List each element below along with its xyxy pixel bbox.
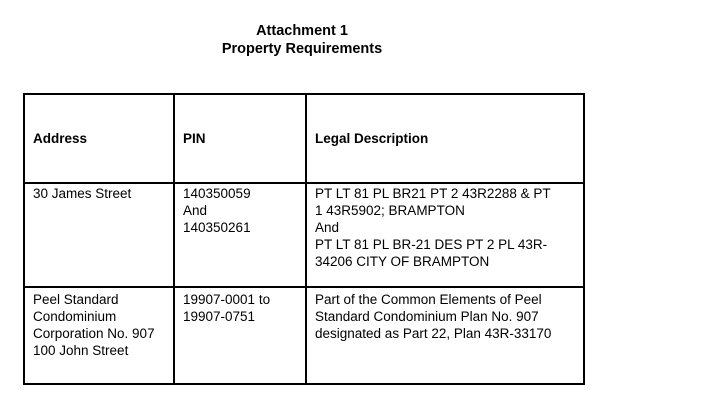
cell-address [24,287,174,384]
table-row [24,183,584,287]
cell-legal-description [306,183,584,287]
address-line: Peel Standard [33,292,119,307]
pin-line: 19907-0751 [183,309,256,324]
table-header-row [24,94,584,183]
cell-address [24,183,174,287]
header-address: Address [24,94,174,183]
pin-line: 140350261 [183,220,251,235]
address-line: Corporation No. 907 [33,326,155,341]
attachment-subheading: Property Requirements [221,41,383,57]
header-legal-description: Legal Description [306,94,584,183]
pin-line: And [183,203,208,218]
address-line: 30 James Street [33,186,132,201]
legal-line: 1 43R5902; BRAMPTON [315,203,465,218]
legal-line: designated as Part 22, Plan 43R-33170 [315,326,552,341]
address-line: 100 John Street [33,343,129,358]
address-line: Condominium [33,309,117,324]
legal-line: Standard Condominium Plan No. 907 [315,309,539,324]
legal-line: 34206 CITY OF BRAMPTON [315,254,490,269]
document-title [0,22,604,58]
legal-line: And [315,220,340,235]
pin-line: 140350059 [183,186,251,201]
legal-line: PT LT 81 PL BR-21 DES PT 2 PL 43R- [315,237,548,252]
pin-line: 19907-0001 to [183,292,271,307]
header-pin: PIN [174,94,306,183]
legal-line: Part of the Common Elements of Peel [315,292,542,307]
legal-line: PT LT 81 PL BR21 PT 2 43R2288 & PT [315,186,551,201]
cell-pin [174,287,306,384]
cell-legal-description [306,287,584,384]
cell-pin [174,183,306,287]
table-row [24,287,584,384]
property-requirements-table [23,93,585,385]
attachment-heading: Attachment 1 [256,23,348,39]
